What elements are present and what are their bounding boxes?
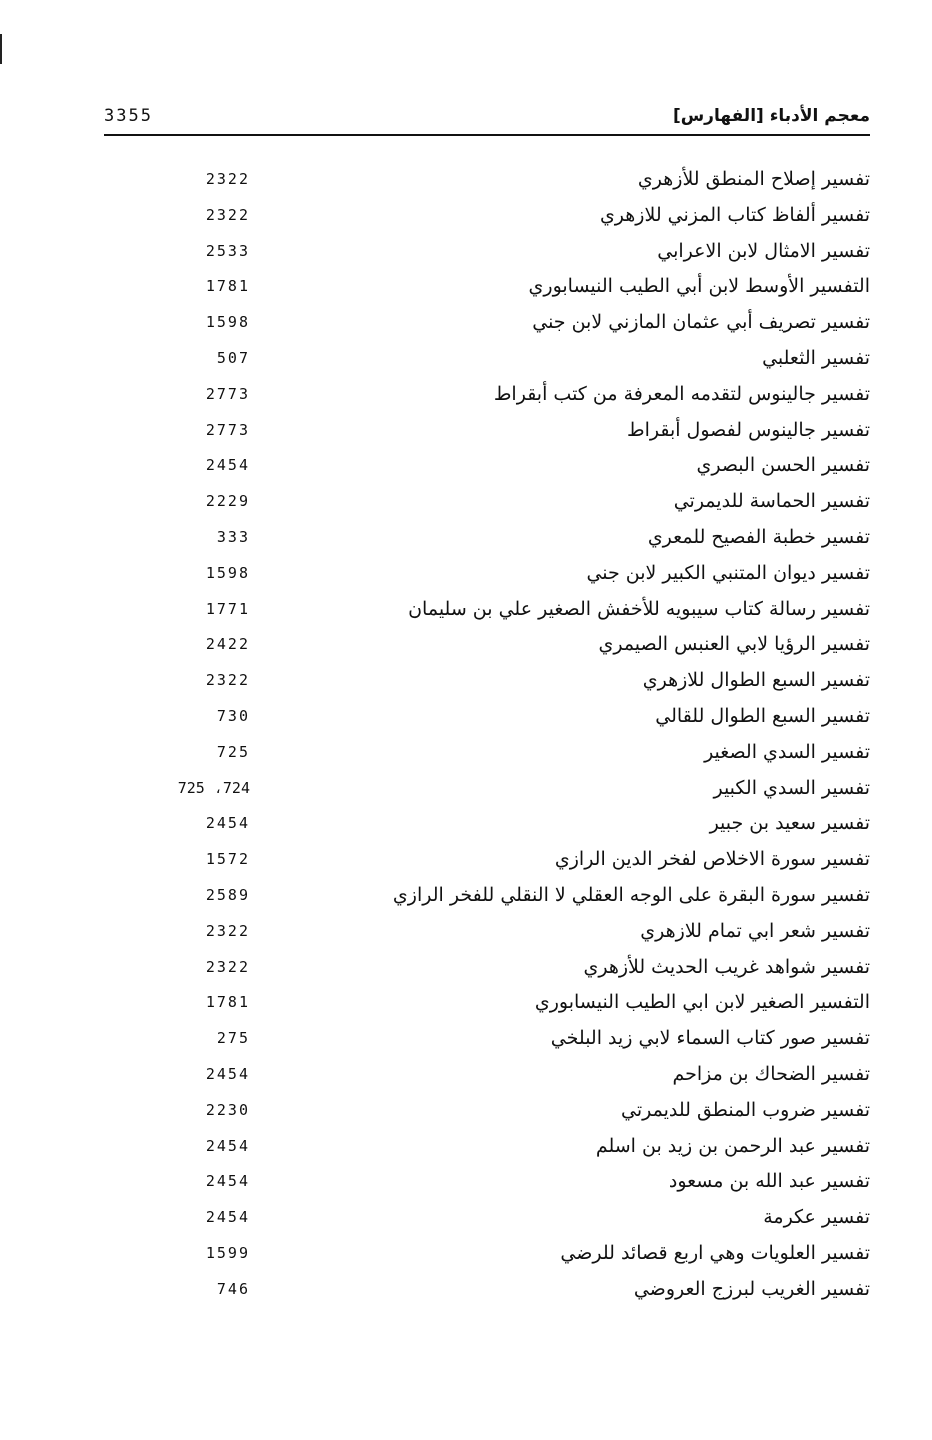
entry-title: تفسير الامثال لابن الاعرابي [657, 239, 870, 262]
entry-page-ref: 2322 [205, 671, 250, 690]
entry-title: تفسير جالينوس لتقدمه المعرفة من كتب أبقراط [493, 382, 870, 405]
entry-title: تفسير الرؤيا لابي العنبس الصيمري [598, 633, 870, 656]
entry-page-ref: 2230 [205, 1100, 250, 1119]
entry-title: تفسير السبع الطوال للازهري [642, 669, 870, 692]
entry-title: تفسير إصلاح المنطق للأزهري [637, 168, 870, 190]
entry-page-ref: 1598 [205, 563, 250, 582]
entry-title: تفسير عكرمة [763, 1206, 870, 1229]
index-entry [104, 1168, 870, 1204]
index-entry [104, 1097, 870, 1133]
entry-page-ref: 2533 [205, 241, 250, 260]
index-entry [104, 918, 870, 954]
entry-page-ref: 275 [216, 1029, 250, 1048]
entry-page-ref: 2589 [205, 885, 250, 904]
index-entry-list [104, 166, 870, 1312]
entry-title: تفسير صور كتاب السماء لابي زيد البلخي [550, 1027, 870, 1050]
entry-title: التفسير الأوسط لابن أبي الطيب النيسابوري [528, 275, 870, 298]
entry-title: تفسير شعر ابي تمام للازهري [640, 919, 870, 942]
index-entry [104, 882, 870, 918]
index-entry [104, 1061, 870, 1097]
entry-title: تفسير الغريب لبرزج العروضي [633, 1277, 870, 1300]
entry-title: تفسير الحماسة للديمرتي [673, 490, 870, 513]
index-entry [104, 309, 870, 345]
entry-page-ref: 2322 [205, 170, 250, 188]
entry-page-ref: 2454 [205, 1136, 250, 1155]
entry-title: تفسير سعيد بن جبير [709, 812, 870, 835]
page-number: 3355 [104, 106, 153, 126]
entry-page-ref: 2322 [205, 205, 250, 224]
index-entry [104, 596, 870, 632]
entry-title: تفسير تصريف أبي عثمان المازني لابن جني [532, 311, 870, 334]
entry-page-ref: 725 [216, 742, 250, 761]
entry-page-ref: 746 [216, 1279, 250, 1298]
entry-page-ref: 724، 725 [177, 778, 250, 797]
entry-page-ref: 2322 [205, 957, 250, 976]
index-entry [104, 1240, 870, 1276]
entry-title: تفسير الحسن البصري [696, 454, 870, 477]
index-entry [104, 846, 870, 882]
entry-page-ref: 2773 [205, 420, 250, 439]
entry-page-ref: 2322 [205, 921, 250, 940]
page-edge-mark [0, 34, 2, 64]
index-entry [104, 1025, 870, 1061]
index-entry [104, 417, 870, 453]
index-entry [104, 810, 870, 846]
entry-page-ref: 507 [216, 348, 250, 367]
entry-title: تفسير الضحاك بن مزاحم [672, 1062, 870, 1085]
entry-page-ref: 1598 [205, 313, 250, 332]
entry-title: تفسير سورة الاخلاص لفخر الدين الرازي [554, 848, 870, 871]
index-entry [104, 452, 870, 488]
entry-page-ref: 2454 [205, 456, 250, 475]
entry-page-ref: 2229 [205, 492, 250, 511]
entry-title: تفسير العلويات وهي اربع قصائد للرضي [560, 1241, 870, 1264]
entry-title: تفسير السدي الكبير [713, 776, 870, 799]
entry-page-ref: 1771 [205, 599, 250, 618]
index-entry [104, 1133, 870, 1169]
entry-title: تفسير رسالة كتاب سيبويه للأخفش الصغير علي بن سليمان [408, 597, 870, 620]
index-entry [104, 989, 870, 1025]
index-entry [104, 381, 870, 417]
entry-page-ref: 2454 [205, 1064, 250, 1083]
index-entry [104, 238, 870, 274]
entry-title: تفسير الثعلبي [762, 346, 870, 369]
index-entry [104, 345, 870, 381]
index-entry [104, 524, 870, 560]
entry-page-ref: 1572 [205, 850, 250, 869]
index-entry [104, 1276, 870, 1312]
entry-page-ref: 2454 [205, 814, 250, 833]
entry-title: التفسير الصغير لابن ابي الطيب النيسابوري [534, 991, 870, 1014]
index-entry [104, 1204, 870, 1240]
index-entry [104, 667, 870, 703]
header-rule [104, 134, 870, 136]
index-entry [104, 739, 870, 775]
header-title: معجم الأدباء [الفهارس] [672, 106, 870, 126]
index-entry [104, 775, 870, 811]
index-entry [104, 202, 870, 238]
index-entry [104, 631, 870, 667]
entry-title: تفسير السدي الصغير [704, 740, 870, 763]
entry-page-ref: 2773 [205, 384, 250, 403]
index-entry [104, 954, 870, 990]
entry-page-ref: 2422 [205, 635, 250, 654]
index-entry [104, 166, 870, 202]
entry-title: تفسير عبد الله بن مسعود [668, 1170, 870, 1193]
entry-page-ref: 730 [216, 706, 250, 725]
entry-page-ref: 1599 [205, 1243, 250, 1262]
index-entry [104, 560, 870, 596]
entry-title: تفسير شواهد غريب الحديث للأزهري [583, 955, 870, 978]
entry-page-ref: 1781 [205, 993, 250, 1012]
entry-page-ref: 2454 [205, 1208, 250, 1227]
index-entry [104, 703, 870, 739]
index-entry [104, 488, 870, 524]
index-entry [104, 273, 870, 309]
entry-page-ref: 1781 [205, 277, 250, 296]
entry-title: تفسير السبع الطوال للقالي [655, 704, 870, 727]
entry-title: تفسير ألفاظ كتاب المزني للازهري [599, 203, 870, 226]
entry-title: تفسير ضروب المنطق للديمرتي [620, 1098, 870, 1121]
entry-title: تفسير عبد الرحمن بن زيد بن اسلم [595, 1134, 870, 1157]
entry-title: تفسير سورة البقرة على الوجه العقلي لا النقلي للفخر الرازي [392, 883, 870, 906]
entry-title: تفسير خطبة الفصيح للمعري [647, 525, 870, 548]
running-header [104, 104, 870, 134]
entry-page-ref: 2454 [205, 1172, 250, 1191]
entry-page-ref: 333 [216, 527, 250, 546]
entry-title: تفسير جالينوس لفصول أبقراط [627, 418, 870, 441]
entry-title: تفسير ديوان المتنبي الكبير لابن جني [586, 561, 870, 584]
